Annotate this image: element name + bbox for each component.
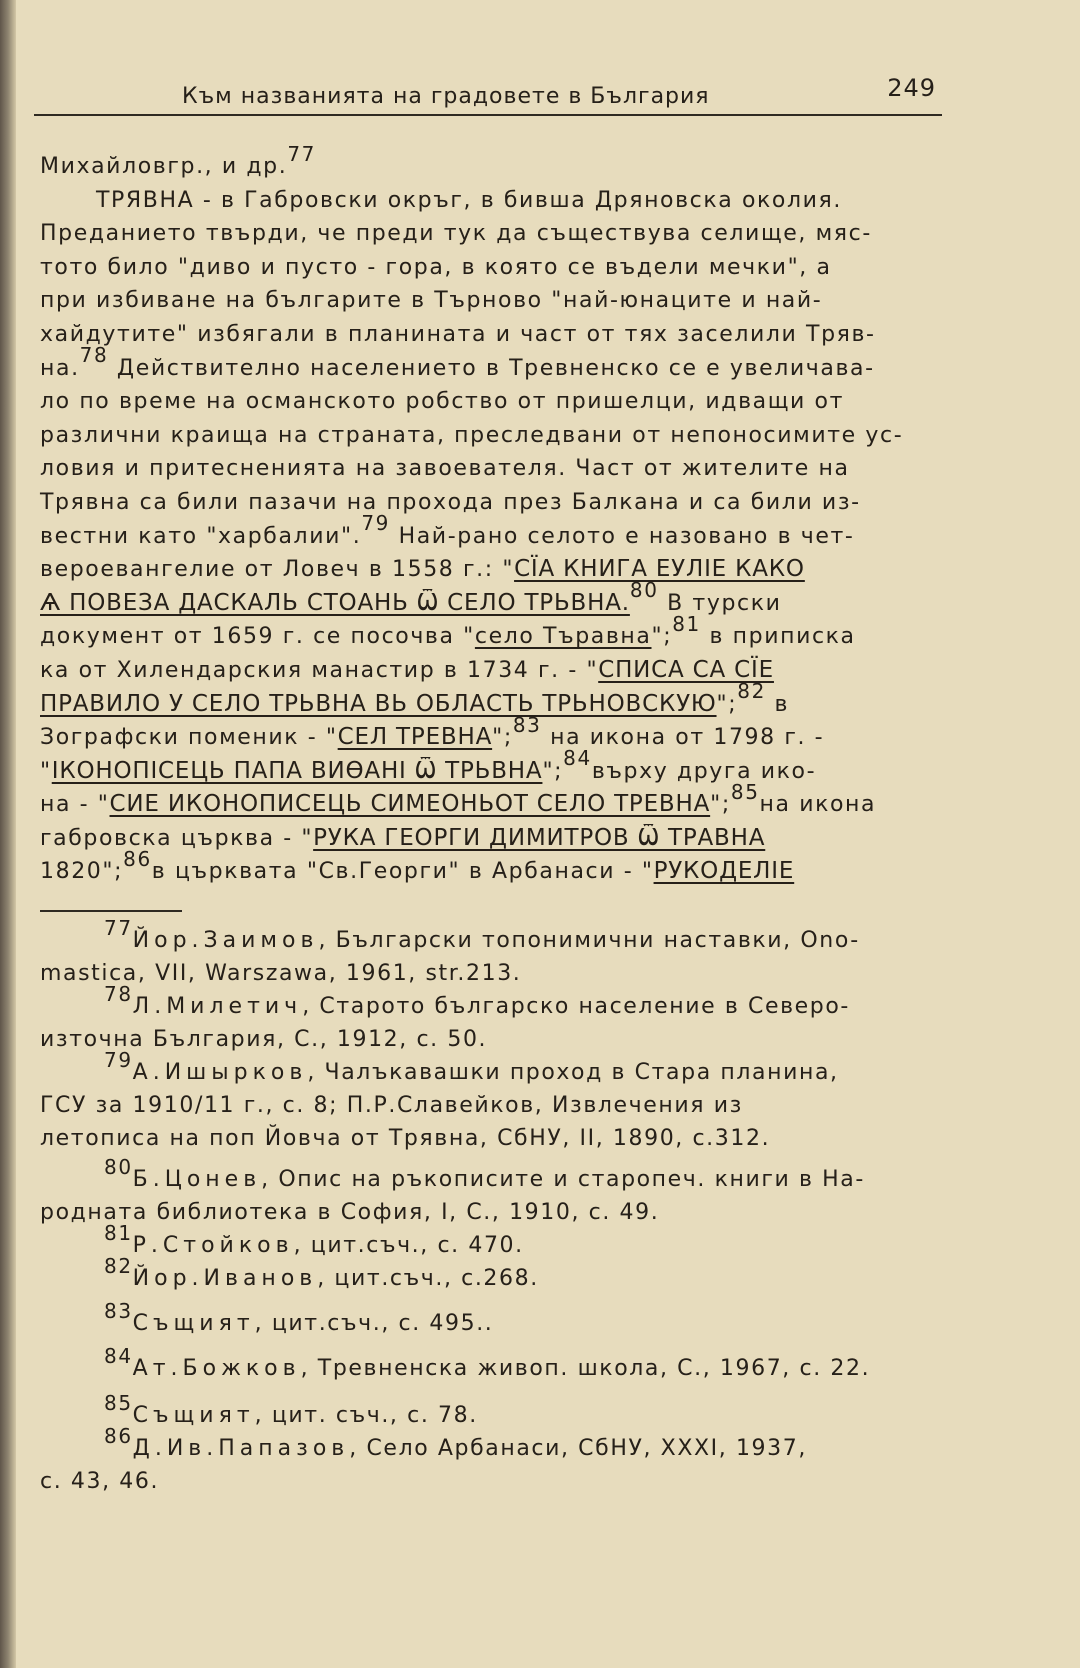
footnote-number: 77: [104, 915, 133, 940]
footnote: $^{84}$Ат.Божков, Тревненска живоп. школа, С., 1967, с. 22.: [104, 1343, 871, 1381]
quoted-inscription: СЕЛ ТРЕВНА: [337, 724, 493, 751]
footnotes: [40, 915, 990, 1498]
footnote-ref: 83: [512, 712, 542, 737]
footnote: $^{78}$Л.Милетич, Старото българско население в Северо- източна България, С., 1912, с. 50.: [40, 981, 850, 1052]
footnote-ref: 85: [730, 779, 760, 804]
footnote-ref: 86: [123, 847, 152, 872]
footnote-ref: 82: [737, 679, 766, 704]
text-line: документ от 1659 г. се посочва "село Търавна";$^{81}$ в приписка: [40, 611, 856, 650]
footnote-author: Д.Ив.Папазов: [132, 1436, 350, 1461]
footnote-ref: 77: [287, 141, 316, 166]
text-line: ловия и притесненията на завоевателя. Част от жителите на: [40, 456, 850, 482]
footnote: $^{77}$Йор.Заимов, Български топонимични наставки, Ono- mastica, VII, Warszawa, 1961, str.213.: [40, 915, 860, 986]
quoted-inscription: РУКОДЕЛІЕ: [653, 858, 795, 885]
footnote-author: А.Ишырков: [132, 1060, 308, 1085]
footnote-number: 79: [104, 1047, 133, 1072]
quoted-inscription: СПИСА СА СЇЕ: [598, 656, 774, 683]
text-line: вероевангелие от Ловеч в 1558 г.: "СЇА КНИГА ЕУЛІЕ КАКО: [40, 556, 805, 583]
text-line: ло по време на османското робство от пришелци, идващи от: [40, 389, 844, 415]
footnote: $^{79}$А.Ишырков, Чалъкавашки проход в Стара планина, ГСУ за 1910/11 г., с. 8; П.Р.Славейков, Извлечения из летописа на поп Йовча от Трявна, СбНУ, II, 1890, с.312.: [40, 1047, 839, 1151]
text-line: различни краища на страната, преследвани от непоносимите ус-: [40, 422, 904, 448]
footnote-ref: 84: [563, 746, 592, 771]
footnote-author: Л.Милетич: [132, 994, 303, 1019]
quoted-inscription: СЇА КНИГА ЕУЛІЕ КАКО: [514, 556, 805, 583]
text-line: Михайловгр., и др.$^{77}$: [40, 141, 316, 179]
text-line: на.$^{78}$ Действително населението в Тревненско се е увеличава-: [40, 343, 875, 381]
quoted-inscription: Ѧ ПОВЕЗА ДАСКАЛЬ СТОАНЬ Ѿ СЕЛО ТРЬВНА.: [40, 589, 630, 616]
text-line: Преданието твърди, че преди тук да съществува селище, мяс-: [40, 221, 872, 247]
text-line: на - "СИЕ ИКОНОПИСЕЦЬ СИМЕОНЬОТ СЕЛО ТРЕВНА";$^{85}$на икона: [40, 779, 877, 818]
footnote-ref: 81: [672, 611, 701, 636]
footnote: $^{82}$Йор.Иванов, цит.съч., с.268.: [104, 1253, 539, 1291]
footnote: $^{86}$Д.Ив.Папазов, Село Арбанаси, СбНУ, XXXI, 1937, с. 43, 46.: [40, 1423, 807, 1494]
text-line: "ІКОНОПІСЕЦЬ ПАПА ВИѲАНІ Ѿ ТРЬВНА";$^{84}$върху друга ико-: [40, 746, 817, 784]
text-line: тото било "диво и пусто - гора, в която се въдели мечки", а: [40, 254, 832, 280]
footnote-author: Йор.Заимов: [132, 928, 319, 953]
quoted-inscription: ПРАВИЛО У СЕЛО ТРЬВНА ВЬ ОБЛАСТЬ ТРЬНОВСКУЮ: [40, 690, 717, 717]
running-title: Към названията на градовете в България: [182, 84, 710, 109]
text-line: хайдутите" избягали в планината и част от тях заселили Тряв-: [40, 321, 876, 347]
footnote-number: 81: [104, 1220, 133, 1245]
footnote: $^{83}$Същият, цит.съч., с. 495..: [104, 1298, 494, 1336]
footnote-author: Същият: [132, 1403, 255, 1428]
quoted-inscription: СИЕ ИКОНОПИСЕЦЬ СИМЕОНЬОТ СЕЛО ТРЕВНА: [109, 791, 711, 818]
text-line: ТРЯВНА - в Габровски окръг, в бивша Дряновска околия.: [96, 187, 842, 213]
footnote-author: Същият: [132, 1311, 255, 1336]
text-line: вестни като "харбалии".$^{79}$ Най-рано селото е назовано в чет-: [40, 511, 855, 549]
page-number: 249: [887, 74, 936, 102]
binding-edge: [0, 0, 16, 1668]
text-line: Ѧ ПОВЕЗА ДАСКАЛЬ СТОАНЬ Ѿ СЕЛО ТРЬВНА.$^{80}$ В турски: [40, 578, 782, 616]
text-line: 1820";$^{86}$в църквата "Св.Георги" в Арбанаси - "РУКОДЕЛІЕ: [40, 847, 795, 885]
text-line: при избиване на българите в Търново "най-юнаците и най-: [40, 288, 823, 314]
footnote-number: 84: [104, 1343, 133, 1368]
footnote-number: 83: [104, 1298, 133, 1323]
footnote-separator: [40, 910, 182, 912]
running-header: [34, 74, 942, 116]
footnote-author: Р.Стойков: [132, 1233, 294, 1258]
footnote-number: 82: [104, 1253, 133, 1278]
footnote-author: Б.Цонев: [132, 1167, 262, 1192]
text-line: габровска църква - "РУКА ГЕОРГИ ДИМИТРОВ Ѿ ТРАВНА: [40, 824, 766, 851]
quoted-inscription: РУКА ГЕОРГИ ДИМИТРОВ Ѿ ТРАВНА: [313, 824, 766, 851]
text-line: Зографски поменик - "СЕЛ ТРЕВНА";$^{83}$ на икона от 1798 г. -: [40, 712, 825, 751]
quoted-inscription: село Търавна: [474, 624, 652, 650]
body-text: [40, 141, 990, 889]
footnote-author: Ат.Божков: [132, 1356, 301, 1381]
footnote-number: 85: [104, 1390, 133, 1415]
footnote-number: 80: [104, 1154, 133, 1179]
footnote-author: Йор.Иванов: [132, 1266, 318, 1291]
footnote: $^{80}$Б.Цонев, Опис на ръкописите и старопеч. книги в На- родната библиотека в София, I, С., 1910, с. 49.: [40, 1154, 865, 1225]
footnote-ref: 80: [629, 578, 659, 603]
footnote-ref: 79: [361, 511, 390, 536]
text-line: Трявна са били пазачи на прохода през Балкана и са били из-: [40, 489, 861, 515]
footnote: $^{85}$Същият, цит. съч., с. 78.: [104, 1390, 478, 1428]
footnote-ref: 78: [79, 343, 109, 368]
text-line: ПРАВИЛО У СЕЛО ТРЬВНА ВЬ ОБЛАСТЬ ТРЬНОВСКУЮ";$^{82}$ в: [40, 679, 790, 717]
footnote-number: 78: [104, 981, 133, 1006]
text-line: ка от Хилендарския манастир в 1734 г. - "СПИСА СА СЇЕ: [40, 656, 774, 683]
footnote: $^{81}$Р.Стойков, цит.съч., с. 470.: [104, 1220, 524, 1258]
quoted-inscription: ІКОНОПІСЕЦЬ ПАПА ВИѲАНІ Ѿ ТРЬВНА: [51, 757, 543, 784]
footnote-number: 86: [104, 1423, 133, 1448]
